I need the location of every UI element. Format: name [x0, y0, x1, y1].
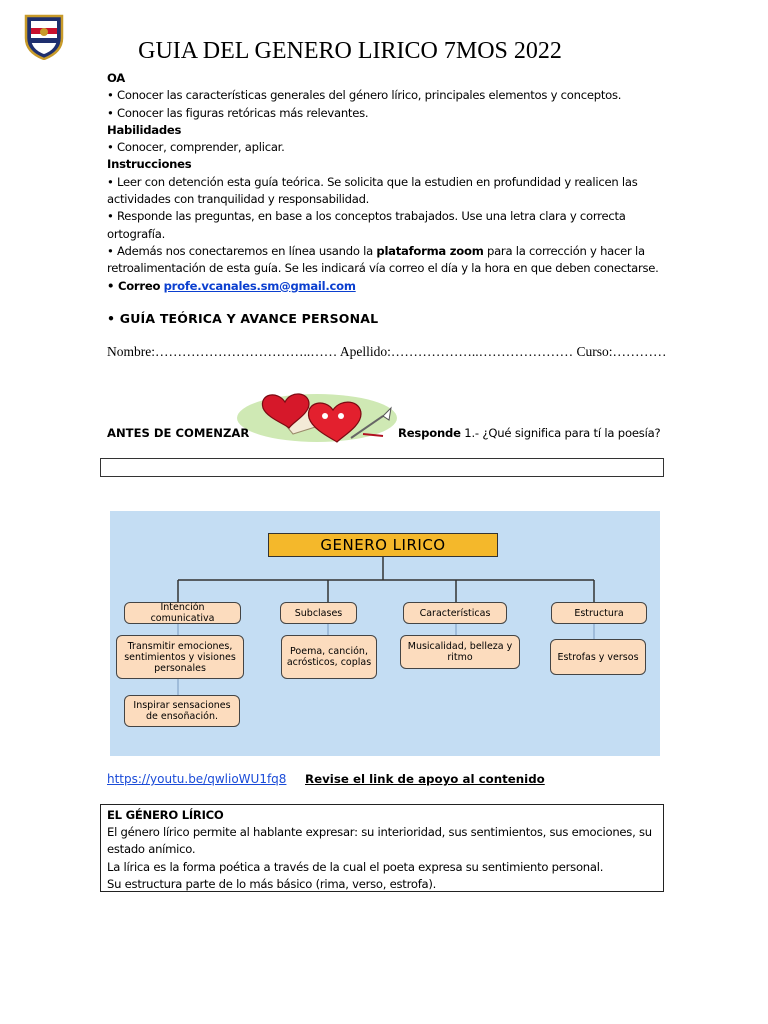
- question-text: [398, 426, 661, 440]
- instruccion-item: • Leer con detención esta guía teórica. Se solicita que la estudien en profundidad y realicen las actividades con tranquilidad y responsabilidad.: [107, 174, 638, 207]
- responde-label: Responde: [398, 426, 461, 440]
- correo-label: • Correo: [107, 278, 161, 293]
- diagram-title: GENERO LIRICO: [268, 533, 498, 557]
- hearts-illustration-icon: [233, 388, 401, 444]
- oa-item: • Conocer las características generales del género lírico, principales elementos y conceptos.: [107, 88, 622, 103]
- definition-paragraph: El género lírico permite al hablante expresar: su interioridad, sus sentimientos, sus emociones, su estado anímico.: [107, 825, 652, 857]
- question-body: 1.- ¿Qué significa para tí la poesía?: [460, 426, 661, 440]
- definition-heading: EL GÉNERO LÍRICO: [107, 808, 224, 822]
- support-link-row: [107, 772, 286, 786]
- youtube-link[interactable]: https://youtu.be/qwlioWU1fq8: [107, 772, 287, 786]
- category-intencion: Intención comunicativa: [124, 602, 241, 624]
- habilidades-heading: Habilidades: [107, 122, 182, 137]
- antes-label: ANTES DE COMENZAR: [107, 426, 250, 440]
- instrucciones-heading: Instrucciones: [107, 157, 192, 172]
- oa-item: • Conocer las figuras retóricas más relevantes.: [107, 105, 369, 120]
- intro-section: [107, 70, 667, 295]
- concept-box: Inspirar sensaciones de ensoñación.: [124, 695, 240, 727]
- page-title: GUIA DEL GENERO LIRICO 7MOS 2022: [138, 38, 562, 64]
- email-link[interactable]: profe.vcanales.sm@gmail.com: [163, 278, 356, 293]
- habilidades-item: • Conocer, comprender, aplicar.: [107, 140, 285, 155]
- concept-box: Poema, canción, acrósticos, coplas: [281, 635, 377, 679]
- concept-box: Transmitir emociones, sentimientos y visiones personales: [116, 635, 244, 679]
- category-estructura: Estructura: [551, 602, 647, 624]
- instruccion-text: para la corrección y hacer la retroalimentación de esta guía. Se les indicará vía correo el día y la hora en que deben conectarse.: [107, 243, 659, 276]
- guia-heading: • GUÍA TEÓRICA Y AVANCE PERSONAL: [107, 311, 379, 326]
- genero-lirico-diagram: [110, 511, 660, 756]
- zoom-platform-text: plataforma zoom: [376, 243, 484, 258]
- concept-box: Musicalidad, belleza y ritmo: [400, 635, 520, 669]
- definition-paragraph: Su estructura parte de lo más básico (rima, verso, estrofa).: [107, 876, 437, 891]
- instruccion-item: [107, 243, 667, 278]
- concept-box: Estrofas y versos: [550, 639, 646, 675]
- category-subclases: Subclases: [280, 602, 357, 624]
- definition-box: [100, 804, 664, 892]
- support-note: Revise el link de apoyo al contenido: [305, 772, 545, 786]
- correo-line: [107, 278, 667, 295]
- category-caracteristicas: Características: [403, 602, 507, 624]
- answer-input[interactable]: [100, 458, 664, 477]
- student-info-line: Nombre:……………………………..…… Apellido:………………..………………… Curso:…………: [107, 344, 667, 359]
- instruccion-item: • Responde las preguntas, en base a los conceptos trabajados. Use una letra clara y correcta ortografía.: [107, 209, 626, 241]
- oa-heading: OA: [107, 71, 126, 85]
- instruccion-text: • Además nos conectaremos en línea usando la: [107, 243, 377, 258]
- definition-paragraph: La lírica es la forma poética a través de la cual el poeta expresa su sentimiento personal.: [107, 859, 604, 874]
